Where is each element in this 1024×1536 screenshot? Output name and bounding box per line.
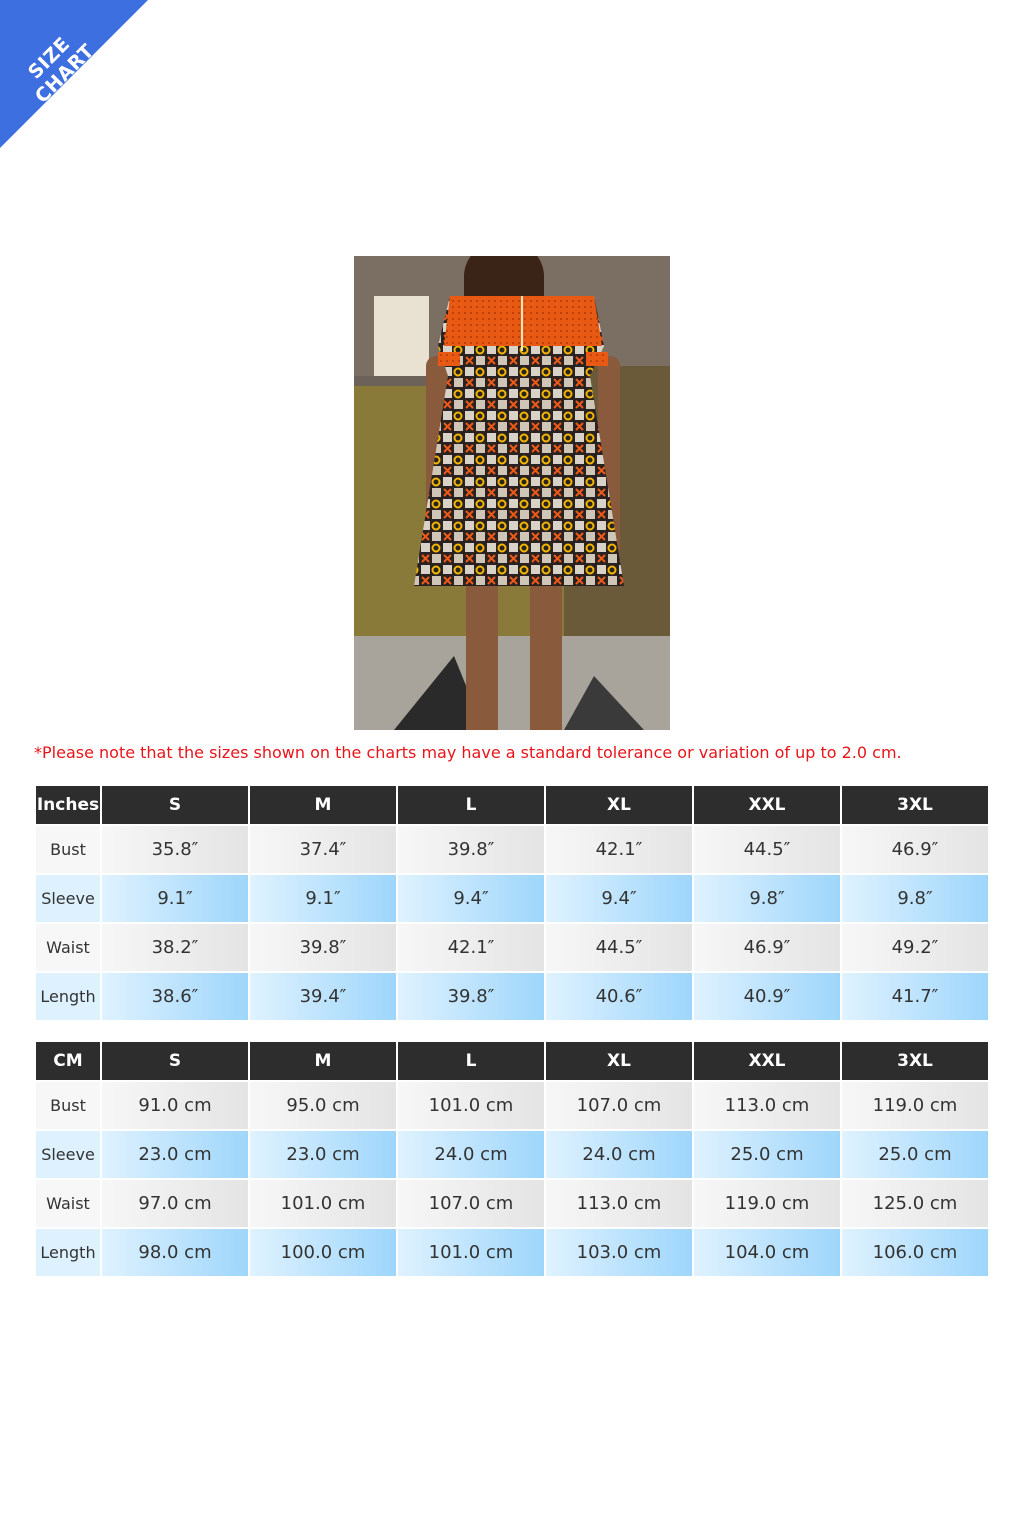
- table-row: [36, 875, 988, 922]
- table-cell: 119.0 cm: [842, 1082, 988, 1129]
- table-cell: 39.4″: [250, 973, 396, 1020]
- table-cell: 101.0 cm: [250, 1180, 396, 1227]
- table-cell: 101.0 cm: [398, 1229, 544, 1276]
- table-row: [36, 1180, 988, 1227]
- size-header: XL: [546, 1042, 692, 1080]
- table-cell: 98.0 cm: [102, 1229, 248, 1276]
- table-cell: 25.0 cm: [694, 1131, 840, 1178]
- table-cell: 42.1″: [546, 826, 692, 873]
- table-cell: 107.0 cm: [546, 1082, 692, 1129]
- size-header: XXL: [694, 786, 840, 824]
- row-label: Length: [36, 973, 100, 1020]
- table-cell: 35.8″: [102, 826, 248, 873]
- table-cell: 25.0 cm: [842, 1131, 988, 1178]
- table-cell: 9.8″: [694, 875, 840, 922]
- table-cell: 39.8″: [398, 973, 544, 1020]
- size-header: M: [250, 1042, 396, 1080]
- table-row: [36, 924, 988, 971]
- cm-size-table: [34, 1040, 990, 1278]
- table-cell: 91.0 cm: [102, 1082, 248, 1129]
- table-cell: 24.0 cm: [398, 1131, 544, 1178]
- table-cell: 40.6″: [546, 973, 692, 1020]
- table-cell: 95.0 cm: [250, 1082, 396, 1129]
- table-cell: 38.2″: [102, 924, 248, 971]
- row-label: Waist: [36, 924, 100, 971]
- row-label: Waist: [36, 1180, 100, 1227]
- tolerance-note: *Please note that the sizes shown on the charts may have a standard tolerance or variation of up to 2.0 cm.: [34, 743, 902, 762]
- table-cell: 9.1″: [250, 875, 396, 922]
- size-header: S: [102, 786, 248, 824]
- table-cell: 113.0 cm: [546, 1180, 692, 1227]
- table-cell: 49.2″: [842, 924, 988, 971]
- size-header: 3XL: [842, 786, 988, 824]
- row-label: Sleeve: [36, 875, 100, 922]
- size-header: M: [250, 786, 396, 824]
- table-cell: 46.9″: [694, 924, 840, 971]
- unit-header: Inches: [36, 786, 100, 824]
- table-row: [36, 826, 988, 873]
- size-header: 3XL: [842, 1042, 988, 1080]
- table-header-row: [36, 786, 988, 824]
- size-header: S: [102, 1042, 248, 1080]
- ribbon-label: SIZE CHART: [23, 32, 99, 108]
- table-cell: 41.7″: [842, 973, 988, 1020]
- table-row: [36, 1082, 988, 1129]
- row-label: Bust: [36, 1082, 100, 1129]
- row-label: Bust: [36, 826, 100, 873]
- table-cell: 39.8″: [250, 924, 396, 971]
- table-cell: 37.4″: [250, 826, 396, 873]
- table-row: [36, 973, 988, 1020]
- unit-header: CM: [36, 1042, 100, 1080]
- row-label: Length: [36, 1229, 100, 1276]
- table-cell: 9.4″: [546, 875, 692, 922]
- table-header-row: [36, 1042, 988, 1080]
- table-cell: 113.0 cm: [694, 1082, 840, 1129]
- table-cell: 24.0 cm: [546, 1131, 692, 1178]
- size-header: L: [398, 1042, 544, 1080]
- table-cell: 9.1″: [102, 875, 248, 922]
- size-header: XL: [546, 786, 692, 824]
- table-cell: 44.5″: [694, 826, 840, 873]
- size-header: L: [398, 786, 544, 824]
- table-cell: 9.4″: [398, 875, 544, 922]
- table-cell: 125.0 cm: [842, 1180, 988, 1227]
- table-cell: 44.5″: [546, 924, 692, 971]
- table-cell: 40.9″: [694, 973, 840, 1020]
- table-cell: 9.8″: [842, 875, 988, 922]
- product-photo: [354, 256, 670, 730]
- table-cell: 101.0 cm: [398, 1082, 544, 1129]
- table-cell: 38.6″: [102, 973, 248, 1020]
- table-cell: 104.0 cm: [694, 1229, 840, 1276]
- table-cell: 103.0 cm: [546, 1229, 692, 1276]
- table-cell: 106.0 cm: [842, 1229, 988, 1276]
- table-cell: 39.8″: [398, 826, 544, 873]
- table-row: [36, 1131, 988, 1178]
- size-header: XXL: [694, 1042, 840, 1080]
- table-cell: 42.1″: [398, 924, 544, 971]
- table-cell: 100.0 cm: [250, 1229, 396, 1276]
- table-cell: 107.0 cm: [398, 1180, 544, 1227]
- table-cell: 46.9″: [842, 826, 988, 873]
- table-cell: 119.0 cm: [694, 1180, 840, 1227]
- inches-size-table: [34, 784, 990, 1022]
- table-cell: 23.0 cm: [250, 1131, 396, 1178]
- table-row: [36, 1229, 988, 1276]
- table-cell: 23.0 cm: [102, 1131, 248, 1178]
- row-label: Sleeve: [36, 1131, 100, 1178]
- table-cell: 97.0 cm: [102, 1180, 248, 1227]
